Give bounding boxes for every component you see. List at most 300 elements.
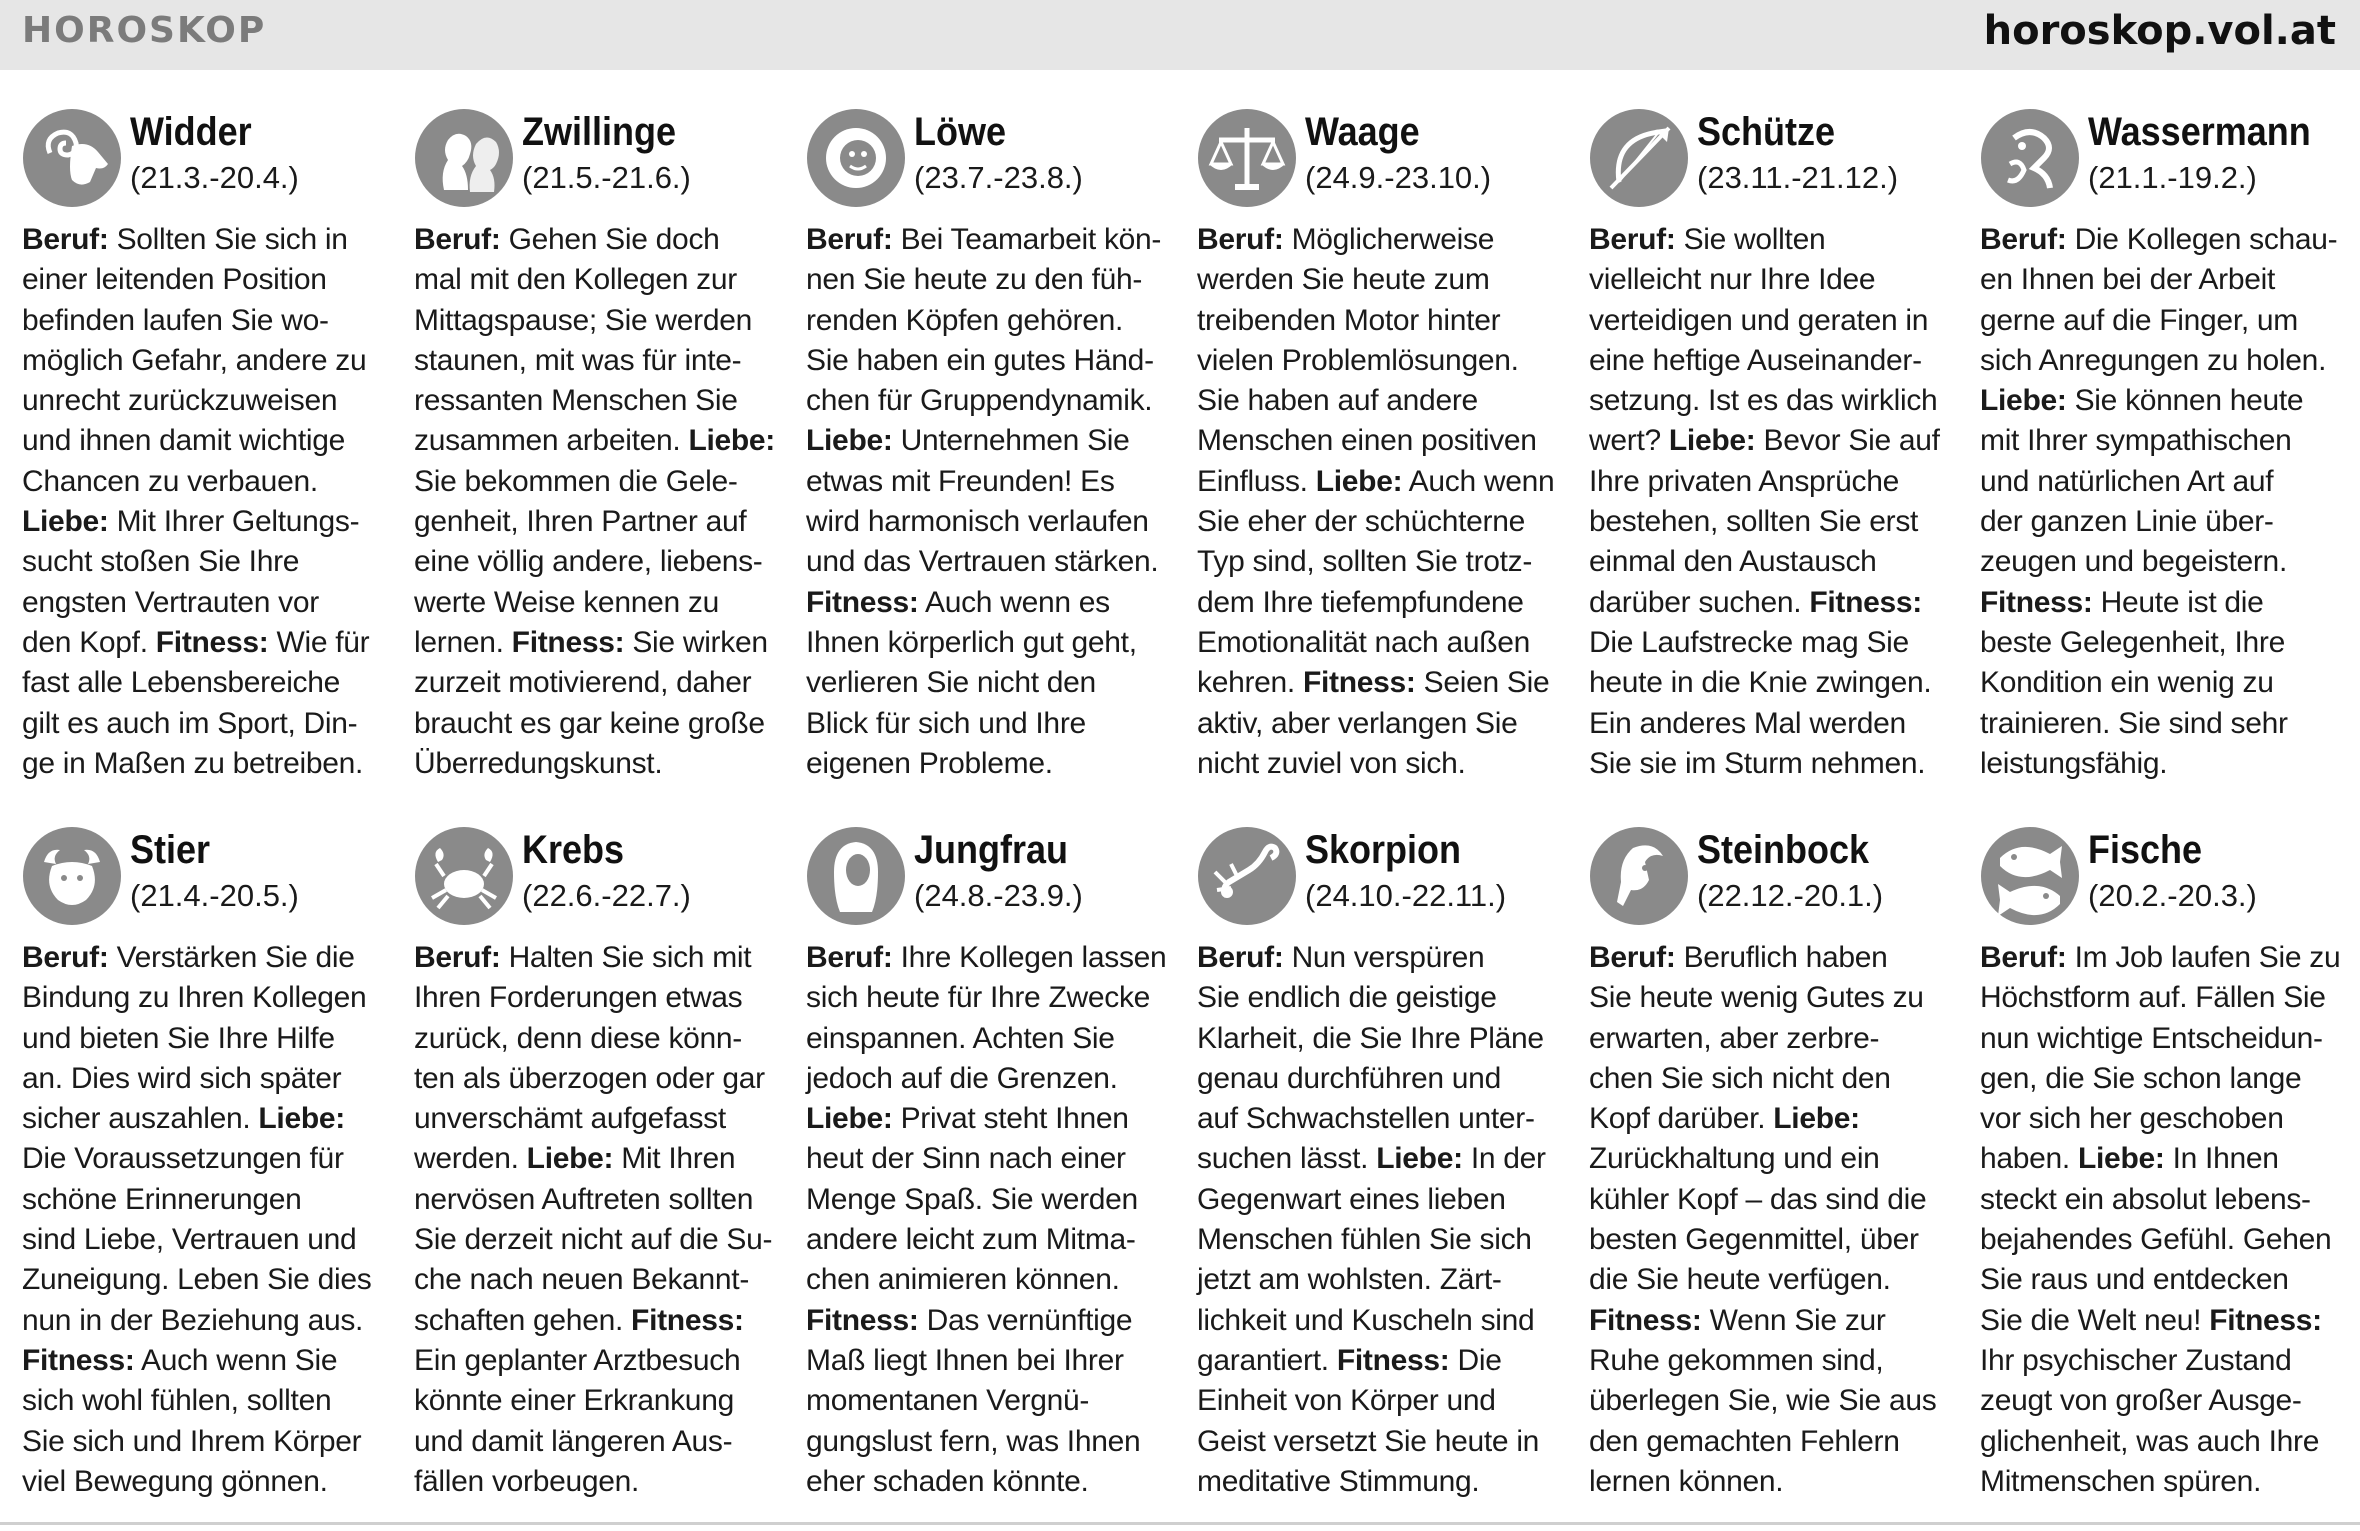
- text-segment: lernen können.: [1589, 1464, 1784, 1498]
- ram-icon: [22, 108, 122, 208]
- text-segment: nun wichtige Entscheidun-: [1980, 1021, 2323, 1055]
- text-line: [1197, 704, 1567, 744]
- text-segment: den Kopf.: [22, 625, 156, 659]
- text-segment: und natürlichen Art auf: [1980, 464, 2274, 498]
- text-segment: Sie derzeit nicht auf die Su-: [414, 1223, 773, 1257]
- text-line: [22, 1099, 392, 1139]
- text-segment: sucht stoßen Sie Ihre: [22, 545, 300, 579]
- text-segment: nicht zuviel von sich.: [1197, 746, 1466, 780]
- text-segment: Privat steht Ihnen: [892, 1102, 1129, 1136]
- text-segment: haben.: [1980, 1142, 2078, 1176]
- sign-card-widder: [22, 108, 392, 784]
- sign-dates: (22.12.-20.1.): [1697, 878, 1884, 913]
- sign-text: [1589, 220, 1959, 784]
- text-segment: Überredungskunst.: [414, 746, 663, 780]
- text-line: [1980, 1180, 2350, 1220]
- text-segment: fällen vorbeugen.: [414, 1464, 640, 1498]
- lion-icon: [806, 108, 906, 208]
- text-segment: gilt es auch im Sport, Din-: [22, 706, 358, 740]
- text-segment: sind Liebe, Vertrauen und: [22, 1223, 357, 1257]
- text-segment: Ihnen körperlich gut geht,: [806, 625, 1137, 659]
- text-line: [414, 978, 784, 1018]
- text-segment: überlegen Sie, wie Sie aus: [1589, 1384, 1937, 1418]
- text-line: [22, 1019, 392, 1059]
- text-segment: aktiv, aber verlangen Sie: [1197, 706, 1518, 740]
- text-line: [22, 220, 392, 260]
- text-segment: Sie eher der schüchterne: [1197, 505, 1526, 539]
- text-line: [414, 663, 784, 703]
- text-line: [1197, 623, 1567, 663]
- text-line: [414, 938, 784, 978]
- sign-card-fische: [1980, 826, 2350, 1502]
- text-line: [1197, 301, 1567, 341]
- text-segment: trainieren. Sie sind sehr: [1980, 706, 2288, 740]
- text-segment: Beruflich haben: [1675, 941, 1888, 974]
- text-line: [1980, 1099, 2350, 1139]
- text-segment: kehren.: [1197, 666, 1303, 700]
- text-line: [806, 1139, 1176, 1179]
- text-segment: beste Gelegenheit, Ihre: [1980, 625, 2285, 659]
- text-line: [1589, 663, 1959, 703]
- section-label: Beruf:: [414, 941, 501, 974]
- text-line: [1589, 1381, 1959, 1421]
- text-segment: Zurückhaltung und ein: [1589, 1142, 1880, 1176]
- text-segment: kühler Kopf – das sind die: [1589, 1182, 1927, 1216]
- text-segment: eine völlig andere, liebens-: [414, 545, 763, 579]
- text-line: [414, 623, 784, 663]
- scorpion-icon: [1197, 826, 1297, 926]
- text-segment: sich Anregungen zu holen.: [1980, 343, 2327, 377]
- section-label: Liebe:: [806, 424, 893, 458]
- section-label: Fitness:: [806, 585, 919, 619]
- text-segment: verteidigen und geraten in: [1589, 303, 1929, 337]
- section-label: Fitness:: [1980, 585, 2093, 619]
- text-segment: lichkeit und Kuscheln sind: [1197, 1303, 1535, 1337]
- text-line: [1589, 301, 1959, 341]
- sign-header: [414, 826, 784, 938]
- text-line: [1980, 260, 2350, 300]
- text-segment: Wenn Sie zur: [1701, 1303, 1886, 1337]
- text-line: [1980, 502, 2350, 542]
- text-segment: unverschämt aufgefasst: [414, 1102, 726, 1136]
- text-line: [414, 1139, 784, 1179]
- text-line: [22, 502, 392, 542]
- text-segment: suchen lässt.: [1197, 1142, 1377, 1176]
- text-line: [414, 341, 784, 381]
- text-line: [414, 260, 784, 300]
- text-segment: Im Job laufen Sie zu: [2066, 941, 2341, 974]
- text-segment: che nach neuen Bekannt-: [414, 1263, 750, 1297]
- virgin-icon: [806, 826, 906, 926]
- text-segment: Auch wenn Sie: [134, 1343, 338, 1377]
- sign-dates: (21.1.-19.2.): [2088, 160, 2257, 195]
- text-line: [1589, 704, 1959, 744]
- text-segment: fast alle Lebensbereiche: [22, 666, 341, 700]
- text-segment: Sie haben auf andere: [1197, 384, 1478, 418]
- text-line: [1197, 1019, 1567, 1059]
- text-line: [22, 260, 392, 300]
- sign-card-schütze: [1589, 108, 1959, 784]
- text-line: [414, 704, 784, 744]
- text-segment: Bevor Sie auf: [1755, 424, 1940, 458]
- text-line: [806, 1462, 1176, 1502]
- text-line: [806, 421, 1176, 461]
- text-segment: jetzt am wohlsten. Zärt-: [1197, 1263, 1502, 1297]
- text-line: [806, 462, 1176, 502]
- text-segment: genau durchführen und: [1197, 1061, 1501, 1095]
- text-line: [414, 1220, 784, 1260]
- text-line: [806, 1180, 1176, 1220]
- section-label: Liebe:: [2078, 1142, 2165, 1176]
- sign-dates: (24.9.-23.10.): [1305, 160, 1492, 195]
- bottom-divider: [0, 1522, 2360, 1525]
- sign-header: [1589, 826, 1959, 938]
- text-line: [806, 1260, 1176, 1300]
- text-segment: Blick für sich und Ihre: [806, 706, 1086, 740]
- text-line: [1197, 341, 1567, 381]
- text-segment: Bindung zu Ihren Kollegen: [22, 981, 367, 1015]
- sign-card-skorpion: [1197, 826, 1567, 1502]
- text-segment: Verstärken Sie die: [108, 941, 355, 974]
- text-segment: Sie wirken: [624, 625, 768, 659]
- text-segment: einspannen. Achten Sie: [806, 1021, 1115, 1055]
- sign-name: Zwillinge: [522, 110, 677, 154]
- text-line: [414, 744, 784, 784]
- text-segment: engsten Vertrauten vor: [22, 585, 319, 619]
- text-segment: Maß liegt Ihnen bei Ihrer: [806, 1343, 1124, 1377]
- sign-text: [22, 938, 392, 1502]
- text-segment: Ihre privaten Ansprüche: [1589, 464, 1899, 498]
- section-label: Liebe:: [806, 1102, 893, 1136]
- section-label: Liebe:: [1980, 384, 2067, 418]
- text-line: [22, 1381, 392, 1421]
- text-segment: einmal den Austausch: [1589, 545, 1877, 579]
- text-line: [1980, 938, 2350, 978]
- text-line: [806, 583, 1176, 623]
- text-segment: Bei Teamarbeit kön-: [892, 223, 1162, 256]
- section-label: Beruf:: [22, 223, 109, 256]
- sign-header: [22, 826, 392, 938]
- text-segment: sich wohl fühlen, sollten: [22, 1384, 332, 1418]
- text-line: [414, 1341, 784, 1381]
- text-line: [1980, 341, 2350, 381]
- text-segment: möglich Gefahr, andere zu: [22, 343, 367, 377]
- text-segment: zusammen arbeiten.: [414, 424, 689, 458]
- text-segment: schaften gehen.: [414, 1303, 632, 1337]
- text-line: [22, 1422, 392, 1462]
- text-line: [1980, 301, 2350, 341]
- text-line: [1197, 938, 1567, 978]
- section-label: Beruf:: [1980, 941, 2067, 974]
- sign-text: [1197, 938, 1567, 1502]
- text-segment: Nun verspüren: [1283, 941, 1485, 974]
- text-line: [22, 1220, 392, 1260]
- text-segment: Kopf darüber.: [1589, 1102, 1774, 1136]
- text-line: [1197, 1381, 1567, 1421]
- text-line: [806, 542, 1176, 582]
- section-label: Liebe:: [526, 1142, 614, 1176]
- text-segment: Halten Sie sich mit: [500, 941, 752, 974]
- text-segment: besten Gegenmittel, über: [1589, 1223, 1919, 1257]
- sign-name: Wassermann: [2088, 110, 2311, 154]
- text-segment: Ihre Kollegen lassen: [892, 941, 1167, 974]
- text-segment: den gemachten Fehlern: [1589, 1424, 1900, 1458]
- text-line: [414, 301, 784, 341]
- text-segment: und bieten Sie Ihre Hilfe: [22, 1021, 335, 1055]
- sign-text: [22, 220, 392, 784]
- capricorn-icon: [1589, 826, 1689, 926]
- text-segment: chen Sie sich nicht den: [1589, 1061, 1891, 1095]
- text-segment: meditative Stimmung.: [1197, 1464, 1480, 1498]
- sign-text: [414, 938, 784, 1502]
- text-segment: schöne Erinnerungen: [22, 1182, 302, 1216]
- text-segment: Sie endlich die geistige: [1197, 981, 1497, 1015]
- text-segment: Chancen zu verbauen.: [22, 464, 318, 498]
- text-line: [414, 542, 784, 582]
- text-segment: Sie bekommen die Gele-: [414, 464, 738, 498]
- text-line: [414, 1019, 784, 1059]
- text-line: [1980, 1422, 2350, 1462]
- text-line: [22, 301, 392, 341]
- text-line: [806, 704, 1176, 744]
- bull-icon: [22, 826, 122, 926]
- sign-name: Schütze: [1697, 110, 1836, 154]
- section-label: Fitness:: [155, 625, 269, 659]
- sign-header: [1197, 108, 1567, 220]
- text-segment: chen für Gruppendynamik.: [806, 384, 1153, 418]
- text-line: [1197, 1341, 1567, 1381]
- text-line: [1980, 462, 2350, 502]
- text-segment: Die Laufstrecke mag Sie: [1589, 625, 1909, 659]
- section-label: Liebe:: [1376, 1142, 1463, 1176]
- sign-header: [806, 826, 1176, 938]
- text-line: [1589, 462, 1959, 502]
- text-line: [1589, 421, 1959, 461]
- text-line: [1980, 1341, 2350, 1381]
- text-line: [1589, 583, 1959, 623]
- text-line: [22, 381, 392, 421]
- text-segment: gungslust fern, was Ihnen: [806, 1424, 1141, 1458]
- text-segment: zurück, denn diese könn-: [414, 1021, 743, 1055]
- text-line: [414, 502, 784, 542]
- text-segment: genheit, Ihren Partner auf: [414, 505, 747, 539]
- text-line: [1197, 502, 1567, 542]
- sign-header: [806, 108, 1176, 220]
- text-line: [1980, 663, 2350, 703]
- section-label: Beruf:: [806, 941, 893, 974]
- text-line: [22, 542, 392, 582]
- text-line: [806, 744, 1176, 784]
- text-segment: Menschen fühlen Sie sich: [1197, 1223, 1532, 1257]
- text-segment: werden.: [414, 1142, 527, 1176]
- text-segment: Klarheit, die Sie Ihre Pläne: [1197, 1021, 1544, 1055]
- text-segment: werte Weise kennen zu: [414, 585, 719, 619]
- text-segment: Menschen einen positiven: [1197, 424, 1537, 458]
- sign-card-zwillinge: [414, 108, 784, 784]
- text-line: [1589, 1462, 1959, 1502]
- text-line: [1197, 381, 1567, 421]
- text-segment: Sie können heute: [2066, 384, 2304, 418]
- text-line: [414, 1099, 784, 1139]
- text-segment: eine heftige Auseinander-: [1589, 343, 1922, 377]
- sign-dates: (24.8.-23.9.): [914, 878, 1083, 913]
- section-label: Fitness:: [1809, 585, 1922, 619]
- text-segment: Menge Spaß. Sie werden: [806, 1182, 1138, 1216]
- sign-card-waage: [1197, 108, 1567, 784]
- sign-name: Widder: [130, 110, 252, 154]
- text-line: [1980, 978, 2350, 1018]
- fish-icon: [1980, 826, 2080, 926]
- text-segment: Mitmenschen spüren.: [1980, 1464, 2262, 1498]
- sign-card-wassermann: [1980, 108, 2350, 784]
- sign-card-löwe: [806, 108, 1176, 784]
- text-segment: Sie sich und Ihrem Körper: [22, 1424, 362, 1458]
- text-line: [806, 1099, 1176, 1139]
- text-line: [414, 1260, 784, 1300]
- text-segment: eher schaden könnte.: [806, 1464, 1089, 1498]
- text-segment: Emotionalität nach außen: [1197, 625, 1531, 659]
- text-segment: Mittagspause; Sie werden: [414, 303, 752, 337]
- text-line: [1197, 1139, 1567, 1179]
- text-segment: nervösen Auftreten sollten: [414, 1182, 754, 1216]
- text-line: [1980, 704, 2350, 744]
- text-line: [1980, 1019, 2350, 1059]
- text-segment: Einheit von Körper und: [1197, 1384, 1496, 1418]
- text-segment: nen Sie heute zu den füh-: [806, 263, 1143, 297]
- text-segment: auf Schwachstellen unter-: [1197, 1102, 1535, 1136]
- text-line: [414, 1301, 784, 1341]
- text-line: [806, 260, 1176, 300]
- section-label: Fitness:: [806, 1303, 919, 1337]
- sign-name: Stier: [130, 828, 211, 872]
- text-segment: en Ihnen bei der Arbeit: [1980, 263, 2275, 297]
- text-segment: vielleicht nur Ihre Idee: [1589, 263, 1876, 297]
- text-line: [1589, 260, 1959, 300]
- text-segment: Ein geplanter Arztbesuch: [414, 1343, 741, 1377]
- text-segment: Zuneigung. Leben Sie dies: [22, 1263, 372, 1297]
- text-segment: Einfluss.: [1197, 464, 1316, 498]
- section-label: Beruf:: [22, 941, 109, 974]
- text-line: [1589, 1301, 1959, 1341]
- text-line: [1980, 1301, 2350, 1341]
- section-label: Fitness:: [2209, 1303, 2322, 1337]
- text-segment: Sie haben ein gutes Händ-: [806, 343, 1154, 377]
- section-label: Fitness:: [1336, 1343, 1450, 1377]
- sign-dates: (23.7.-23.8.): [914, 160, 1083, 195]
- text-segment: einer leitenden Position: [22, 263, 327, 297]
- text-segment: bejahendes Gefühl. Gehen: [1980, 1223, 2332, 1257]
- section-label: Fitness:: [1589, 1303, 1702, 1337]
- text-line: [1980, 542, 2350, 582]
- text-segment: Ihr psychischer Zustand: [1980, 1343, 2292, 1377]
- text-segment: etwas mit Freunden! Es: [806, 464, 1115, 498]
- section-label: Liebe:: [1315, 464, 1403, 498]
- text-line: [1197, 583, 1567, 623]
- text-line: [1980, 583, 2350, 623]
- text-segment: Mit Ihrer Geltungs-: [108, 505, 360, 539]
- sign-card-steinbock: [1589, 826, 1959, 1502]
- crab-icon: [414, 826, 514, 926]
- text-segment: ressanten Menschen Sie: [414, 384, 738, 418]
- text-segment: an. Dies wird sich später: [22, 1061, 342, 1095]
- sign-name: Löwe: [914, 110, 1007, 154]
- text-segment: Geist versetzt Sie heute in: [1197, 1424, 1540, 1458]
- text-line: [806, 301, 1176, 341]
- text-segment: zeugen und begeistern.: [1980, 545, 2287, 579]
- text-line: [1980, 381, 2350, 421]
- text-line: [22, 623, 392, 663]
- text-line: [1197, 978, 1567, 1018]
- text-segment: sicher auszahlen.: [22, 1102, 259, 1136]
- sign-dates: (21.3.-20.4.): [130, 160, 299, 195]
- text-line: [1589, 1220, 1959, 1260]
- text-segment: verlieren Sie nicht den: [806, 666, 1096, 700]
- sign-header: [22, 108, 392, 220]
- text-line: [414, 1059, 784, 1099]
- text-segment: setzung. Ist es das wirklich: [1589, 384, 1938, 418]
- text-segment: könnte einer Erkrankung: [414, 1384, 734, 1418]
- sign-name: Waage: [1305, 110, 1420, 154]
- text-segment: Seien Sie: [1415, 666, 1550, 700]
- text-line: [1980, 1462, 2350, 1502]
- sign-header: [414, 108, 784, 220]
- text-segment: Die Voraussetzungen für: [22, 1142, 344, 1176]
- text-line: [414, 583, 784, 623]
- text-line: [1589, 744, 1959, 784]
- sign-text: [806, 938, 1176, 1502]
- text-line: [1589, 1180, 1959, 1220]
- section-label: Liebe:: [1668, 424, 1756, 458]
- text-line: [806, 1220, 1176, 1260]
- text-segment: In der: [1462, 1142, 1546, 1176]
- text-segment: treibenden Motor hinter: [1197, 303, 1501, 337]
- text-line: [1197, 663, 1567, 703]
- scales-icon: [1197, 108, 1297, 208]
- text-segment: Die: [1449, 1343, 1502, 1377]
- text-line: [1980, 1381, 2350, 1421]
- text-line: [806, 1019, 1176, 1059]
- text-line: [1980, 1260, 2350, 1300]
- text-segment: die Sie heute verfügen.: [1589, 1263, 1891, 1297]
- text-segment: steckt ein absolut lebens-: [1980, 1182, 2311, 1216]
- text-segment: momentanen Vergnü-: [806, 1384, 1090, 1418]
- text-line: [1980, 623, 2350, 663]
- text-line: [1197, 1059, 1567, 1099]
- text-segment: jedoch auf die Grenzen.: [806, 1061, 1118, 1095]
- text-line: [806, 623, 1176, 663]
- sign-header: [1197, 826, 1567, 938]
- water-bearer-icon: [1980, 108, 2080, 208]
- text-line: [806, 381, 1176, 421]
- section-label: Beruf:: [1197, 941, 1284, 974]
- text-line: [1980, 1139, 2350, 1179]
- text-line: [1197, 1301, 1567, 1341]
- text-line: [1589, 1099, 1959, 1139]
- section-label: Fitness:: [1303, 666, 1416, 700]
- text-line: [806, 938, 1176, 978]
- sign-text: [1197, 220, 1567, 784]
- text-line: [1980, 220, 2350, 260]
- sign-header: [1589, 108, 1959, 220]
- text-line: [806, 1059, 1176, 1099]
- text-segment: Sollten Sie sich in: [108, 223, 348, 256]
- header-url[interactable]: horoskop.vol.at: [1983, 8, 2336, 54]
- sign-header: [1980, 826, 2350, 938]
- text-line: [806, 502, 1176, 542]
- text-line: [1589, 1139, 1959, 1179]
- text-segment: Ruhe gekommen sind,: [1589, 1343, 1884, 1377]
- text-line: [1589, 1059, 1959, 1099]
